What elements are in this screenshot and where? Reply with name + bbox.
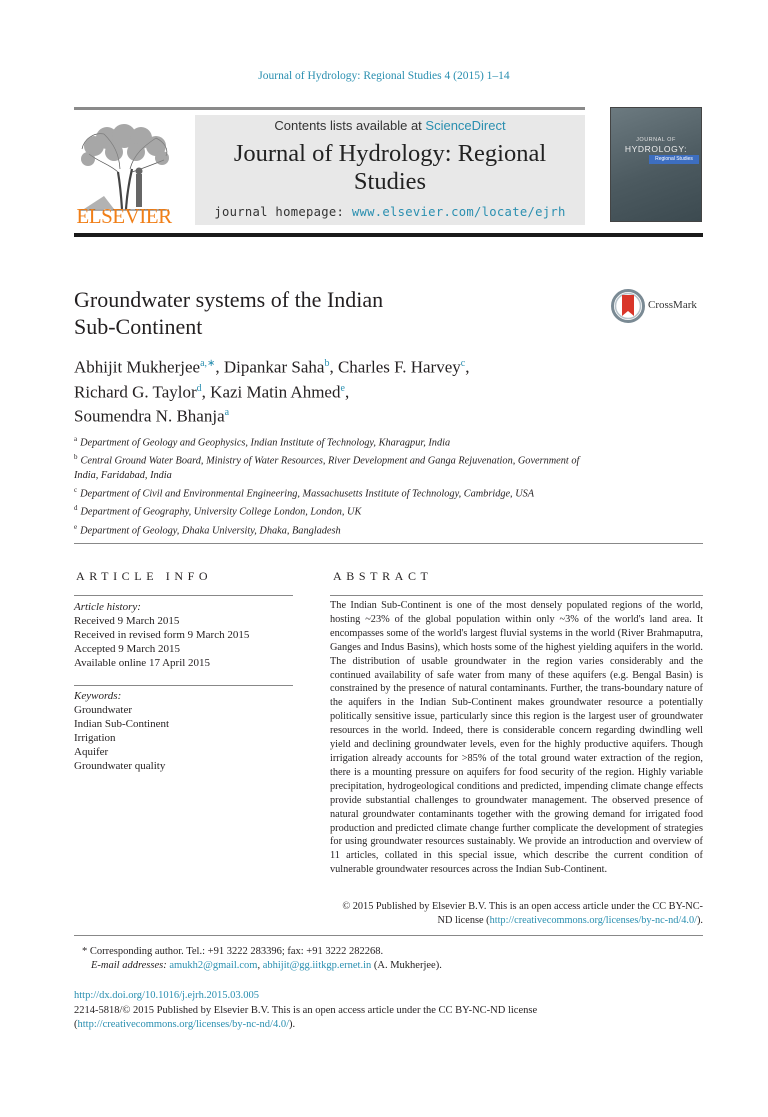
issn-suffix: ).	[289, 1019, 296, 1030]
author-separator: ,	[201, 382, 211, 402]
cover-badge: Regional Studies	[649, 155, 699, 164]
keywords	[74, 689, 294, 773]
author-separator: ,	[329, 357, 338, 377]
doi-link[interactable]: http://dx.doi.org/10.1016/j.ejrh.2015.03.005	[74, 990, 260, 1001]
author-name: Kazi Matin Ahmed	[210, 382, 341, 402]
email-owner: (A. Mukherjee).	[371, 960, 442, 971]
author-name: Richard G. Taylor	[74, 382, 197, 402]
affiliation-mark: c	[74, 485, 78, 494]
corresponding-author-note	[82, 945, 702, 973]
affiliation-item	[74, 501, 594, 519]
crossmark-label[interactable]: CrossMark	[648, 299, 697, 311]
affiliation-mark: e	[74, 522, 78, 531]
crossmark-icon[interactable]	[611, 289, 645, 323]
affiliation-item	[74, 450, 594, 482]
affiliation-text: Department of Geology, Dhaka University, Dhaka, Bangladesh	[80, 525, 341, 537]
corresponding-text: Corresponding author. Tel.: +91 3222 283396; fax: +91 3222 282268.	[89, 946, 384, 957]
history-item: Received in revised form 9 March 2015	[74, 629, 250, 641]
top-divider	[74, 107, 585, 110]
header-thick-divider	[74, 233, 703, 237]
license-text: © 2015 Published by Elsevier B.V. This is an open access article under the CC BY-NC-ND license (	[342, 901, 703, 926]
issn-license-line	[74, 1004, 694, 1032]
affiliation-mark: b	[74, 453, 78, 462]
footnote-divider	[74, 935, 703, 936]
author-affiliation-mark[interactable]: a	[224, 407, 230, 419]
abstract-heading: ABSTRACT	[333, 569, 433, 583]
issn-text: 2214-5818/© 2015 Published by Elsevier B.V. This is an open access article under the CC BY-NC-ND license (	[74, 1005, 538, 1030]
affiliation-item	[74, 432, 594, 450]
author-affiliation-mark[interactable]: e	[340, 382, 345, 394]
sciencedirect-link[interactable]: ScienceDirect	[425, 118, 506, 133]
license-link[interactable]: http://creativecommons.org/licenses/by-nc-nd/4.0/	[489, 915, 697, 926]
affiliation-text: Central Ground Water Board, Ministry of Water Resources, River Development and Ganga Rejuvenation, Government of India, Faridabad, India	[74, 455, 580, 481]
email-label: E-mail addresses:	[91, 960, 167, 971]
author-name: Abhijit Mukherjee	[74, 357, 201, 377]
author-affiliation-mark[interactable]: a,∗	[200, 358, 216, 369]
author-name: Dipankar Saha	[223, 357, 325, 377]
journal-title: Journal of Hydrology: Regional Studies	[233, 140, 547, 195]
keyword-item: Irrigation	[74, 732, 116, 744]
keyword-item: Indian Sub-Continent	[74, 718, 170, 730]
affiliations-divider	[74, 543, 703, 544]
email-link-1[interactable]: amukh2@gmail.com	[169, 960, 258, 971]
affiliation-item	[74, 483, 594, 501]
elsevier-wordmark: ELSEVIER	[76, 204, 172, 228]
author-affiliation-mark[interactable]: c	[460, 358, 466, 369]
email-line	[82, 959, 702, 973]
author-name: Charles F. Harvey	[337, 357, 461, 377]
abstract-text: The Indian Sub-Continent is one of the most densely populated regions of the world, hosting ~23% of the global population within only ~3% of the world's land area. It encompasses some of the world's largest fluvial systems in the world (River Brahmaputra, Ganges and Indus Basins), which hosts some of the highest yielding aquifers in the world. The distribution of usable groundwater in the region varies considerably and the continued availability of safe water from many of these aquifers (e.g. Bengal Basin) is constrained by the presence of natural contaminants. Further, the trans-boundary nature of the aquifers in the Indian Sub-Continent makes groundwater resource a potentially politically sensitive issue, particularly since this region is the largest user of groundwater resources in the world. Indeed, there is considerable concern regarding dwindling well yield and declining groundwater levels, even for the highly productive aquifers. Though irrigation already accounts for >85% of the total ground water extraction of the region, there is a mounting pressure on aquifers for food security of the region. Highly variable precipitation, hydrogeological conditions and predicted, impending climate change effects provide substantial challenges to groundwater management. The observed presence of natural groundwater contaminants together with the growing demand for irrigated food production and predicted climate change further complicate the development of strategies for using groundwater resources sustainably. We provide an introduction and overview of 11 articles, collated in this special issue, which describe the current condition of vulnerable groundwater resources across the Indian Sub-Continent.	[330, 600, 703, 876]
email-link-2[interactable]: abhijit@gg.iitkgp.ernet.in	[262, 960, 372, 971]
affiliation-mark: a	[74, 435, 78, 443]
homepage-prefix: journal homepage:	[214, 205, 352, 219]
issn-license-link[interactable]: http://creativecommons.org/licenses/by-nc-nd/4.0/	[77, 1019, 290, 1030]
keyword-item: Aquifer	[74, 746, 109, 758]
affiliation-list	[74, 432, 594, 538]
article-title	[74, 286, 574, 340]
contents-prefix: Contents lists available at	[274, 118, 426, 133]
affiliation-mark: d	[74, 504, 78, 513]
keywords-divider	[74, 685, 293, 686]
affiliation-text: Department of Geology and Geophysics, Indian Institute of Technology, Kharagpur, India	[80, 437, 451, 449]
abstract-divider	[330, 595, 703, 596]
author-separator: ,	[465, 357, 470, 377]
article-history-label: Article history:	[74, 601, 141, 613]
author-separator: ,	[215, 357, 224, 377]
author-list	[74, 353, 674, 427]
keyword-item: Groundwater	[74, 704, 133, 716]
corresponding-mark: *	[82, 946, 88, 957]
affiliation-item	[74, 520, 594, 538]
affiliation-text: Department of Geography, University College London, London, UK	[80, 506, 362, 518]
article-info-divider	[74, 595, 293, 596]
author-line-2	[74, 378, 674, 403]
journal-homepage	[195, 205, 585, 219]
abstract-license	[330, 900, 703, 928]
email-separator: ,	[257, 960, 263, 971]
author-affiliation-mark[interactable]: b	[324, 358, 330, 369]
journal-reference[interactable]: Journal of Hydrology: Regional Studies 4 (2015) 1–14	[258, 70, 510, 82]
author-affiliation-mark[interactable]: d	[196, 382, 202, 394]
author-name: Soumendra N. Bhanja	[74, 406, 225, 426]
contents-line	[195, 118, 585, 133]
history-item: Accepted 9 March 2015	[74, 643, 180, 655]
journal-cover-image	[610, 107, 702, 222]
homepage-link[interactable]: www.elsevier.com/locate/ejrh	[351, 205, 566, 219]
license-suffix: ).	[696, 915, 703, 926]
keywords-label: Keywords:	[74, 690, 122, 702]
affiliation-text: Department of Civil and Environmental Engineering, Massachusetts Institute of Technology, Cambridge, USA	[80, 488, 535, 500]
cover-title-large: HYDROLOGY:	[624, 144, 688, 154]
article-title-line-1: Groundwater systems of the Indian	[74, 287, 384, 312]
history-item: Available online 17 April 2015	[74, 657, 211, 669]
article-history	[74, 600, 294, 670]
author-separator: ,	[344, 382, 350, 402]
cover-title-small: JOURNAL OF	[636, 137, 676, 143]
corresponding-line	[82, 945, 702, 959]
article-title-line-2: Sub-Continent	[74, 314, 203, 339]
keyword-item: Groundwater quality	[74, 760, 166, 772]
author-line-3	[74, 402, 674, 427]
history-item: Received 9 March 2015	[74, 615, 180, 627]
author-line-1	[74, 353, 674, 378]
article-info-heading: ARTICLE INFO	[76, 569, 213, 583]
